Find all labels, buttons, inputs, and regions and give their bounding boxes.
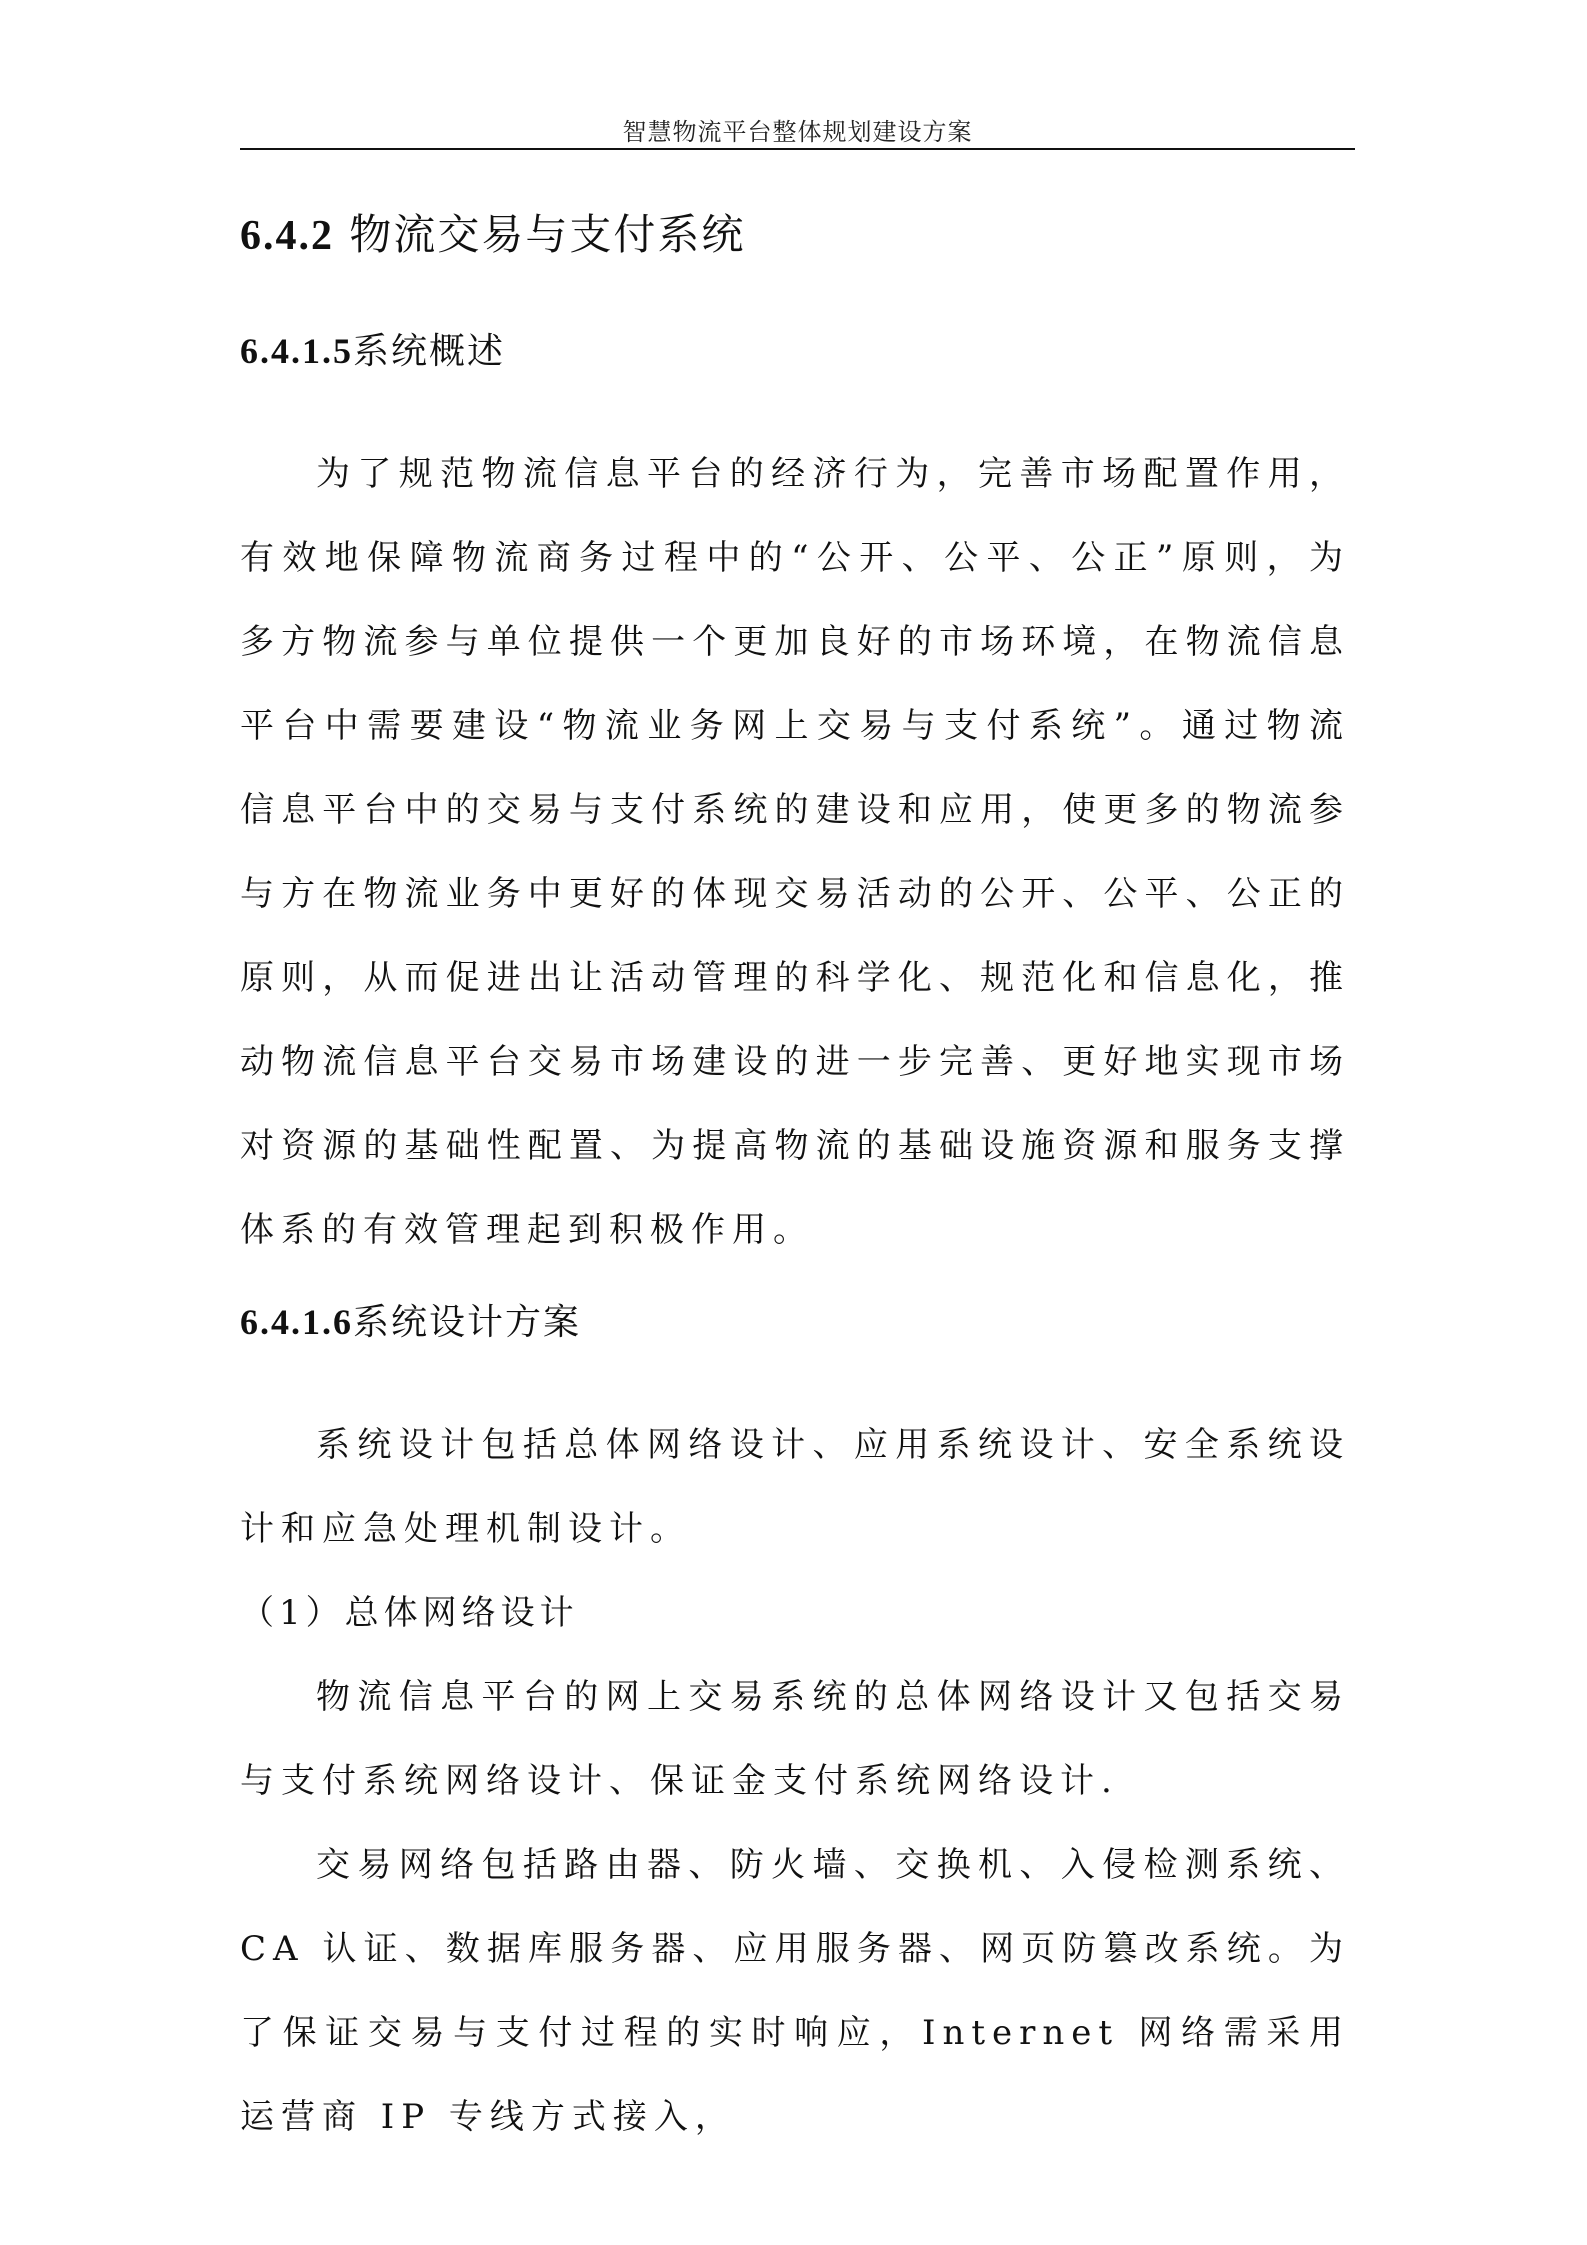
section-heading <box>240 205 1350 266</box>
network-design-paragraph: 物流信息平台的网上交易系统的总体网络设计又包括交易与支付系统网络设计、保证金支付系统网络设计. <box>240 1677 1350 1801</box>
section-number: 6.4.2 <box>240 213 334 259</box>
trading-network-paragraph: 交易网络包括路由器、防火墙、交换机、入侵检测系统、CA 认证、数据库服务器、应用服务器、网页防篡改系统。为了保证交易与支付过程的实时响应，Internet 网络需采用运营商 IP 专线方式接入， <box>240 1845 1350 2137</box>
section-title: 物流交易与支付系统 <box>349 210 746 259</box>
list-item-network-design: （1）总体网络设计 <box>240 1593 579 1633</box>
subsection-number: 6.4.1.6 <box>240 1302 353 1342</box>
overview-paragraph: 为了规范物流信息平台的经济行为，完善市场配置作用，有效地保障物流商务过程中的“公开、公平、公正”原则，为多方物流参与单位提供一个更加良好的市场环境，在物流信息平台中需要建设“物流业务网上交易与支付系统”。通过物流信息平台中的交易与支付系统的建设和应用，使更多的物流参与方在物流业务中更好的体现交易活动的公开、公平、公正的原则，从而促进出让活动管理的科学化、规范化和信息化，推动物流信息平台交易市场建设的进一步完善、更好地实现市场对资源的基础性配置、为提高物流的基础设施资源和服务支撑体系的有效管理起到积极作用。 <box>240 454 1350 1250</box>
document-body <box>240 175 1350 2159</box>
design-intro-paragraph: 系统设计包括总体网络设计、应用系统设计、安全系统设计和应急处理机制设计。 <box>240 1425 1350 1549</box>
header-divider <box>240 148 1355 150</box>
subsection-title: 系统概述 <box>353 331 506 372</box>
subsection-title: 系统设计方案 <box>353 1302 582 1343</box>
subsection-heading-design <box>240 1292 1350 1353</box>
subsection-number: 6.4.1.5 <box>240 331 353 371</box>
subsection-heading-overview <box>240 321 1350 382</box>
running-header: 智慧物流平台整体规划建设方案 <box>622 118 973 146</box>
